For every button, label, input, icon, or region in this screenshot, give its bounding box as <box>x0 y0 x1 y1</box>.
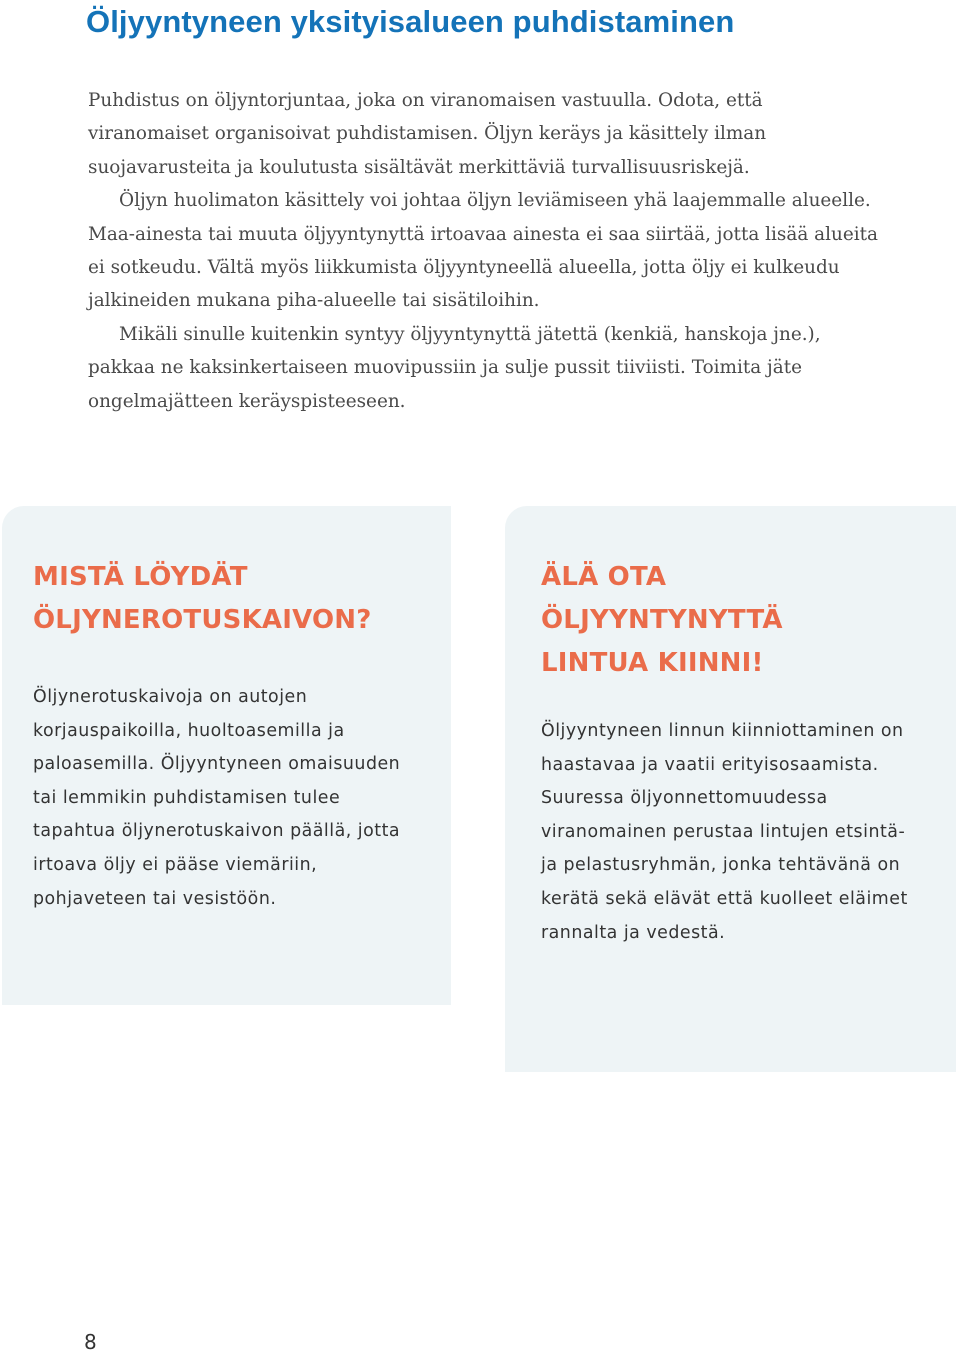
oily-bird-heading-line-2: ÖLJYYNTYNYTTÄ <box>541 605 783 635</box>
oily-bird-heading <box>541 556 783 685</box>
oil-separator-heading <box>33 556 372 642</box>
oily-bird-heading-line-3: LINTUA KIINNI! <box>541 648 764 678</box>
intro-paragraph-3: Mikäli sinulle kuitenkin syntyy öljyyntynyttä jätettä (kenkiä, hanskoja jne.), pakkaa ne kaksinkertaiseen muovipussiin ja sulje pussit tiiviisti. Toimita jäte ongelmajätteen keräyspisteeseen. <box>88 323 821 412</box>
oil-separator-heading-line-2: ÖLJYNEROTUSKAIVON? <box>33 605 372 635</box>
oily-bird-heading-line-1: ÄLÄ OTA <box>541 562 667 592</box>
page-number: 8 <box>84 1330 97 1354</box>
oily-bird-body: Öljyyntyneen linnun kiinniottaminen on haastavaa ja vaatii erityisosaamista. Suuressa öljyonnettomuudessa viranomainen perustaa lintujen etsintä- ja pelastusryhmän, jonka tehtävänä on kerätä sekä elävät että kuolleet eläimet rannalta ja vedestä. <box>541 721 908 943</box>
page-title: Öljyyntyneen yksityisalueen puhdistaminen <box>86 4 735 39</box>
intro-paragraph-1: Puhdistus on öljyntorjuntaa, joka on viranomaisen vastuulla. Odota, että viranomaiset organisoivat puhdistamisen. Öljyn keräys ja käsittely ilman suojavarusteita ja koulutusta sisältävät merkittäviä turvallisuusriskejä. <box>88 90 767 178</box>
intro-paragraph-2: Öljyn huolimaton käsittely voi johtaa öljyn leviämiseen yhä laajemmalle alueelle. Maa-ainesta tai muuta öljyyntynyttä irtoavaa ainesta ei saa siirtää, jotta lisää alueita ei sotkeudu. Vältä myös liikkumista öljyyntyneellä alueella, jotta öljy ei kulkeudu jalkineiden mukana piha-alueelle tai sisätiloihin. <box>88 190 878 312</box>
oil-separator-heading-line-1: MISTÄ LÖYDÄT <box>33 562 248 592</box>
intro-text <box>88 84 878 418</box>
oil-separator-body: Öljynerotuskaivoja on autojen korjauspaikoilla, huoltoasemilla ja paloasemilla. Öljyyntyneen omaisuuden tai lemmikin puhdistamisen tulee tapahtua öljynerotuskaivon päällä, jotta irtoava öljy ei pääse viemäriin, pohjaveteen tai vesistöön. <box>33 687 401 909</box>
